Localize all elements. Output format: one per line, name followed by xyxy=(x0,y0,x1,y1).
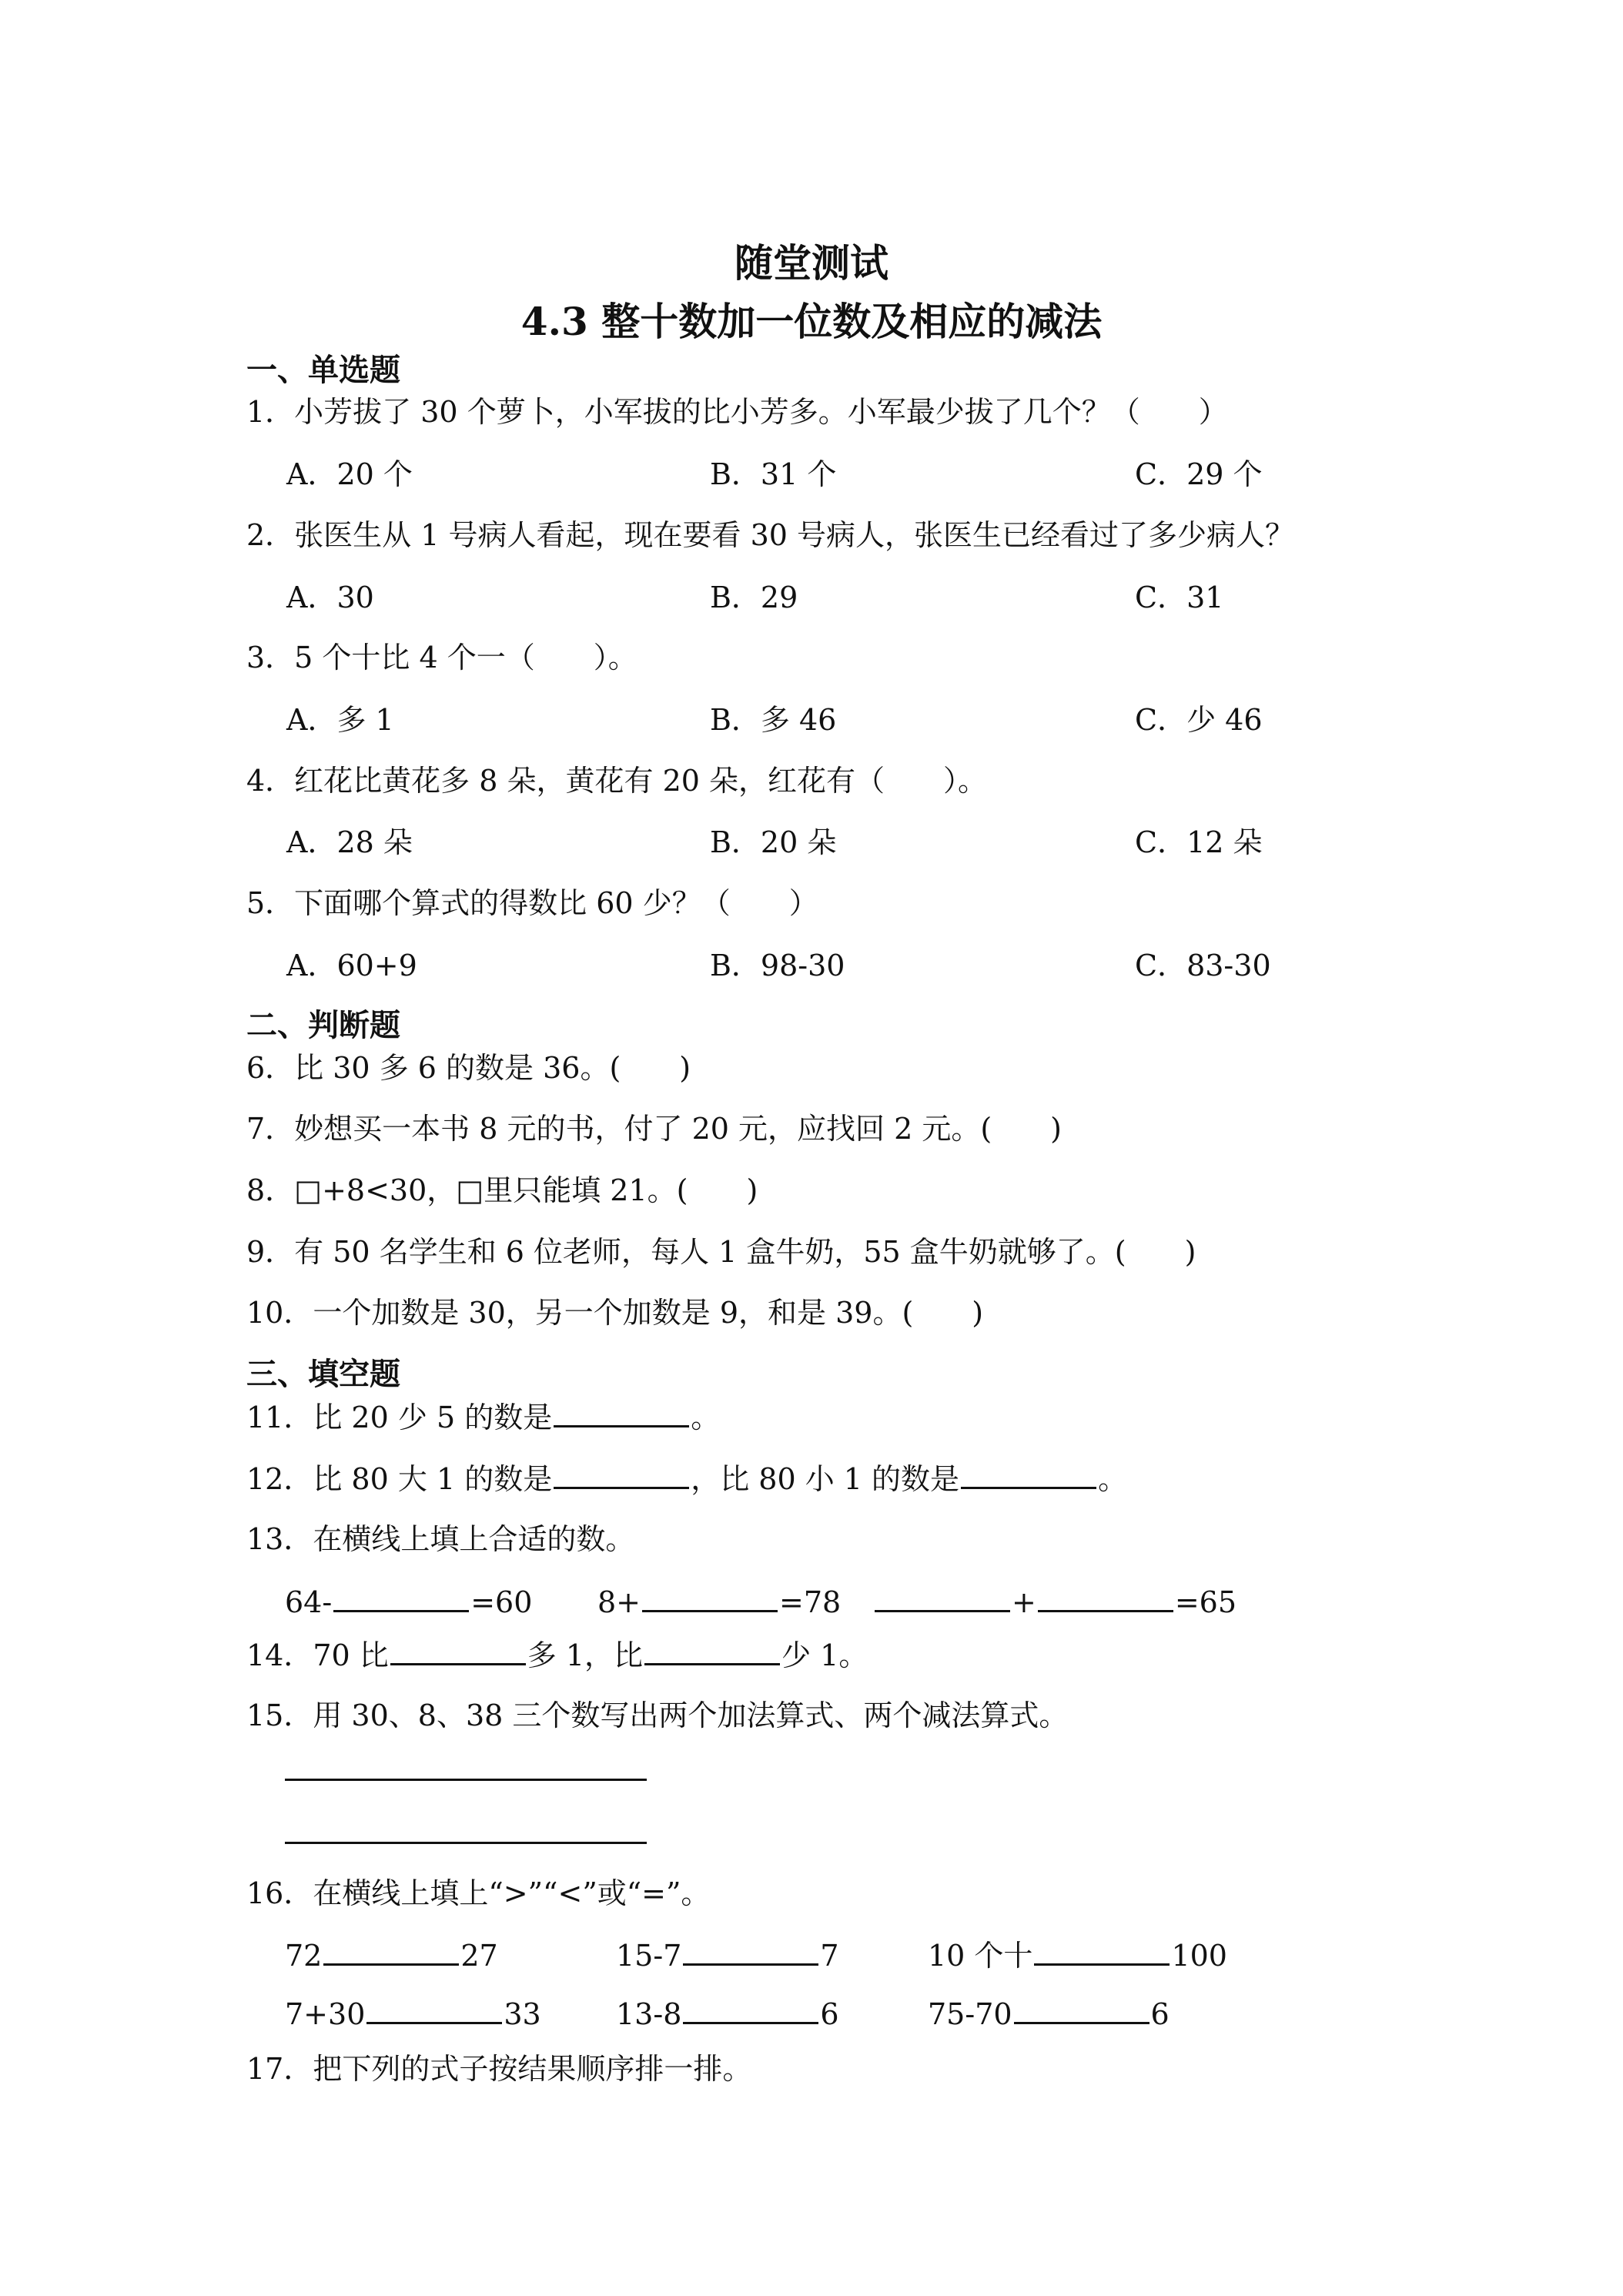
compare-item xyxy=(616,1936,839,1975)
compare-right: 6 xyxy=(820,1997,839,2031)
compare-right: 100 xyxy=(1171,1939,1227,1973)
question-15: 15．用 30、8、38 三个数写出两个加法算式、两个减法算式。 xyxy=(246,1699,1069,1732)
question-4-option-b: B．20 朵 xyxy=(710,825,837,859)
compare-item xyxy=(285,1936,498,1975)
question-14-middle: 多 1，比 xyxy=(527,1638,644,1672)
answer-blank[interactable] xyxy=(683,1994,818,2024)
question-12-middle: ，比 80 小 1 的数是 xyxy=(691,1462,960,1496)
compare-item xyxy=(928,1994,1170,2033)
compare-left: 75-70 xyxy=(928,1997,1012,2031)
question-1-option-c: C．29 个 xyxy=(1135,457,1263,491)
question-11 xyxy=(246,1397,720,1437)
equation-text: =60 xyxy=(470,1585,533,1619)
compare-item xyxy=(285,1994,541,2033)
question-2: 2．张医生从 1 号病人看起，现在要看 30 号病人，张医生已经看过了多少病人？ xyxy=(246,518,1295,552)
question-1-option-b: B．31 个 xyxy=(710,457,837,491)
question-12-text: 12．比 80 大 1 的数是 xyxy=(246,1462,553,1496)
question-1: 1．小芳拔了 30 个萝卜，小军拔的比小芳多。小军最少拔了几个？（ ） xyxy=(246,395,1228,429)
question-4-option-c: C．12 朵 xyxy=(1135,825,1263,859)
answer-blank[interactable] xyxy=(683,1936,818,1966)
question-11-end: 。 xyxy=(691,1401,721,1434)
compare-left: 13-8 xyxy=(616,1997,682,2031)
question-14-end: 少 1。 xyxy=(781,1638,868,1672)
answer-blank[interactable] xyxy=(333,1582,469,1612)
compare-right: 6 xyxy=(1150,1997,1170,2031)
worksheet-title: 随堂测试 xyxy=(735,240,888,286)
question-8: 8．□+8<30，□里只能填 21。( ) xyxy=(246,1173,758,1207)
answer-blank[interactable] xyxy=(390,1635,526,1665)
equation-text: 64- xyxy=(285,1585,333,1619)
question-5-option-c: C．83-30 xyxy=(1135,949,1271,982)
compare-item xyxy=(928,1936,1227,1975)
question-4: 4．红花比黄花多 8 朵，黄花有 20 朵，红花有（ ）。 xyxy=(246,764,988,798)
question-12-end: 。 xyxy=(1098,1462,1128,1496)
question-17: 17．把下列的式子按结果顺序排一排。 xyxy=(246,2052,752,2086)
answer-blank[interactable] xyxy=(961,1459,1096,1489)
question-11-text: 11．比 20 少 5 的数是 xyxy=(246,1401,553,1434)
answer-blank[interactable] xyxy=(1014,1994,1149,2024)
question-4-option-a: A．28 朵 xyxy=(286,825,413,859)
compare-item xyxy=(616,1994,839,2033)
equation-text: =65 xyxy=(1174,1585,1237,1619)
section-heading-single-choice: 一、单选题 xyxy=(246,353,400,388)
answer-blank[interactable] xyxy=(644,1635,780,1665)
question-3-option-c: C．少 46 xyxy=(1135,703,1263,737)
answer-blank[interactable] xyxy=(1034,1936,1170,1966)
section-heading-fill-in: 三、填空题 xyxy=(246,1357,400,1392)
question-10: 10．一个加数是 30，另一个加数是 9，和是 39。( ) xyxy=(246,1296,984,1330)
question-3-option-b: B．多 46 xyxy=(710,703,837,737)
compare-left: 72 xyxy=(285,1939,323,1973)
question-16: 16．在横线上填上“>”“<”或“=”。 xyxy=(246,1876,711,1910)
question-3-option-a: A．多 1 xyxy=(286,703,394,737)
worksheet-subtitle: 4.3 整十数加一位数及相应的减法 xyxy=(520,299,1103,344)
question-13-equation-2 xyxy=(597,1582,841,1622)
question-13: 13．在横线上填上合适的数。 xyxy=(246,1522,635,1556)
answer-line-2[interactable] xyxy=(285,1842,647,1844)
equation-text: =78 xyxy=(779,1585,842,1619)
compare-left: 15-7 xyxy=(616,1939,682,1973)
answer-blank[interactable] xyxy=(554,1459,689,1489)
compare-left: 7+30 xyxy=(285,1997,366,2031)
question-14-text: 14．70 比 xyxy=(246,1638,389,1672)
question-2-option-c: C．31 xyxy=(1135,581,1224,614)
question-5: 5．下面哪个算式的得数比 60 少？（ ） xyxy=(246,886,818,920)
answer-blank[interactable] xyxy=(554,1397,689,1427)
answer-blank[interactable] xyxy=(323,1936,459,1966)
equation-text: 8+ xyxy=(597,1585,641,1619)
question-5-option-a: A．60+9 xyxy=(286,949,417,982)
question-12 xyxy=(246,1459,1127,1498)
question-5-option-b: B．98-30 xyxy=(710,949,845,982)
equation-text: + xyxy=(1012,1585,1036,1619)
question-3: 3．5 个十比 4 个一（ ）。 xyxy=(246,641,637,674)
question-13-equation-1 xyxy=(285,1582,532,1622)
compare-right: 27 xyxy=(460,1939,498,1973)
question-14 xyxy=(246,1635,868,1675)
question-2-option-b: B．29 xyxy=(710,581,798,614)
compare-right: 33 xyxy=(504,1997,541,2031)
question-6: 6．比 30 多 6 的数是 36。( ) xyxy=(246,1051,691,1085)
question-13-equation-3 xyxy=(873,1582,1236,1622)
answer-blank[interactable] xyxy=(1038,1582,1173,1612)
compare-right: 7 xyxy=(820,1939,839,1973)
answer-blank[interactable] xyxy=(366,1994,502,2024)
answer-blank[interactable] xyxy=(875,1582,1010,1612)
answer-blank[interactable] xyxy=(642,1582,778,1612)
question-1-option-a: A．20 个 xyxy=(286,457,413,491)
answer-line-1[interactable] xyxy=(285,1779,647,1781)
question-7: 7．妙想买一本书 8 元的书，付了 20 元，应找回 2 元。( ) xyxy=(246,1112,1062,1146)
question-9: 9．有 50 名学生和 6 位老师，每人 1 盒牛奶，55 盒牛奶就够了。( ) xyxy=(246,1235,1196,1269)
question-2-option-a: A．30 xyxy=(286,581,374,614)
compare-left: 10 个十 xyxy=(928,1939,1033,1973)
section-heading-true-false: 二、判断题 xyxy=(246,1008,400,1043)
